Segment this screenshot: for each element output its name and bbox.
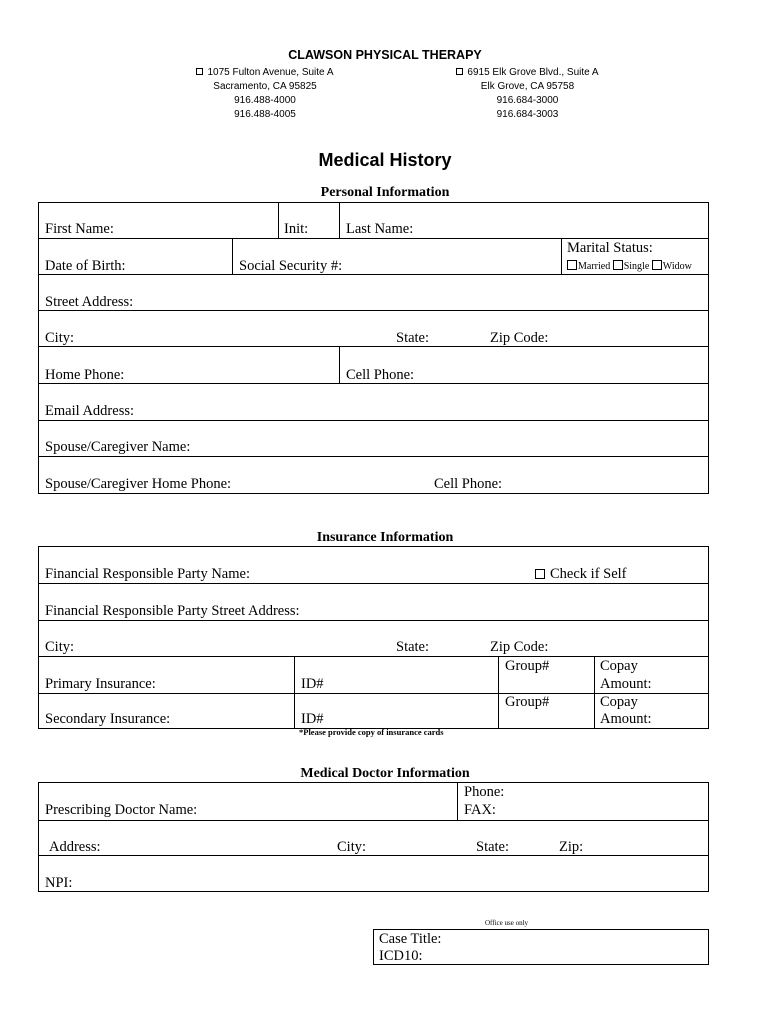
party-name-label: Financial Responsible Party Name: bbox=[45, 566, 250, 582]
prescribing-doctor-label: Prescribing Doctor Name: bbox=[45, 802, 198, 818]
doctor-phone-label: Phone: bbox=[464, 784, 505, 800]
checkbox-widow[interactable] bbox=[652, 260, 662, 270]
ssn-label: Social Security #: bbox=[239, 258, 343, 274]
zip-code-label: Zip Code: bbox=[490, 330, 549, 346]
street-address-label: Street Address: bbox=[45, 294, 134, 310]
checkbox-married[interactable] bbox=[567, 260, 577, 270]
check-if-self-label: Check if Self bbox=[550, 566, 627, 582]
secondary-insurance-label: Secondary Insurance: bbox=[45, 711, 171, 727]
cell-phone-label: Cell Phone: bbox=[346, 367, 415, 383]
checkbox-single[interactable] bbox=[613, 260, 623, 270]
ins-state-label: State: bbox=[396, 639, 430, 655]
left-address-line: Sacramento, CA 95825 bbox=[213, 81, 317, 92]
doctor-state-label: State: bbox=[476, 839, 510, 855]
first-name-label: First Name: bbox=[45, 221, 114, 237]
primary-amount-label: Amount: bbox=[600, 676, 652, 692]
company-name: CLAWSON PHYSICAL THERAPY bbox=[288, 48, 482, 62]
doctor-zip-label: Zip: bbox=[559, 839, 584, 855]
right-phone: 916.684-3000 bbox=[496, 95, 559, 106]
right-address-line: Elk Grove, CA 95758 bbox=[480, 81, 575, 92]
single-label: Single bbox=[623, 261, 650, 272]
left-fax: 916.488-4005 bbox=[234, 109, 296, 120]
left-phone: 916.488-4000 bbox=[234, 95, 296, 106]
secondary-copay-label: Copay bbox=[600, 694, 638, 710]
left-address bbox=[160, 66, 370, 122]
party-street-label: Financial Responsible Party Street Address: bbox=[45, 603, 300, 619]
last-name-label: Last Name: bbox=[346, 221, 414, 237]
primary-copay-label: Copay bbox=[600, 658, 638, 674]
primary-insurance-label: Primary Insurance: bbox=[45, 676, 156, 692]
secondary-id-label: ID# bbox=[301, 711, 324, 727]
npi-label: NPI: bbox=[45, 875, 73, 891]
right-address bbox=[420, 66, 635, 122]
left-address-line: 1075 Fulton Avenue, Suite A bbox=[207, 67, 334, 78]
home-phone-label: Home Phone: bbox=[45, 367, 125, 383]
checkbox-left-location[interactable] bbox=[196, 68, 203, 75]
doctor-city-label: City: bbox=[337, 839, 367, 855]
primary-group-label: Group# bbox=[505, 658, 550, 674]
office-use-label: Office use only bbox=[485, 919, 529, 927]
city-label: City: bbox=[45, 330, 75, 346]
insurance-section-title: Insurance Information bbox=[316, 530, 454, 545]
doctor-info-table bbox=[38, 782, 709, 892]
checkbox-right-location[interactable] bbox=[456, 68, 463, 75]
personal-section-title: Personal Information bbox=[320, 185, 450, 200]
email-label: Email Address: bbox=[45, 403, 135, 419]
spouse-name-label: Spouse/Caregiver Name: bbox=[45, 439, 191, 455]
doctor-address-label: Address: bbox=[49, 839, 101, 855]
ins-city-label: City: bbox=[45, 639, 75, 655]
married-label: Married bbox=[578, 261, 611, 272]
icd10-label: ICD10: bbox=[379, 948, 423, 964]
marital-options bbox=[567, 259, 692, 275]
case-title-label: Case Title: bbox=[379, 931, 442, 947]
spouse-cell-phone-label: Cell Phone: bbox=[434, 476, 503, 492]
secondary-group-label: Group# bbox=[505, 694, 550, 710]
init-label: Init: bbox=[284, 221, 309, 237]
checkbox-self[interactable] bbox=[535, 569, 545, 579]
marital-status-label: Marital Status: bbox=[567, 240, 653, 256]
insurance-card-note: *Please provide copy of insurance cards bbox=[299, 727, 444, 737]
spouse-home-phone-label: Spouse/Caregiver Home Phone: bbox=[45, 476, 232, 492]
form-title: Medical History bbox=[318, 150, 452, 170]
right-address-line: 6915 Elk Grove Blvd., Suite A bbox=[467, 67, 599, 78]
widow-label: Widow bbox=[662, 261, 692, 272]
primary-id-label: ID# bbox=[301, 676, 324, 692]
right-fax: 916.684-3003 bbox=[496, 109, 559, 120]
secondary-amount-label: Amount: bbox=[600, 711, 652, 727]
state-label: State: bbox=[396, 330, 430, 346]
doctor-fax-label: FAX: bbox=[464, 802, 496, 818]
ins-zip-label: Zip Code: bbox=[490, 639, 549, 655]
dob-label: Date of Birth: bbox=[45, 258, 126, 274]
check-if-self bbox=[535, 566, 627, 582]
doctor-section-title: Medical Doctor Information bbox=[300, 766, 470, 781]
